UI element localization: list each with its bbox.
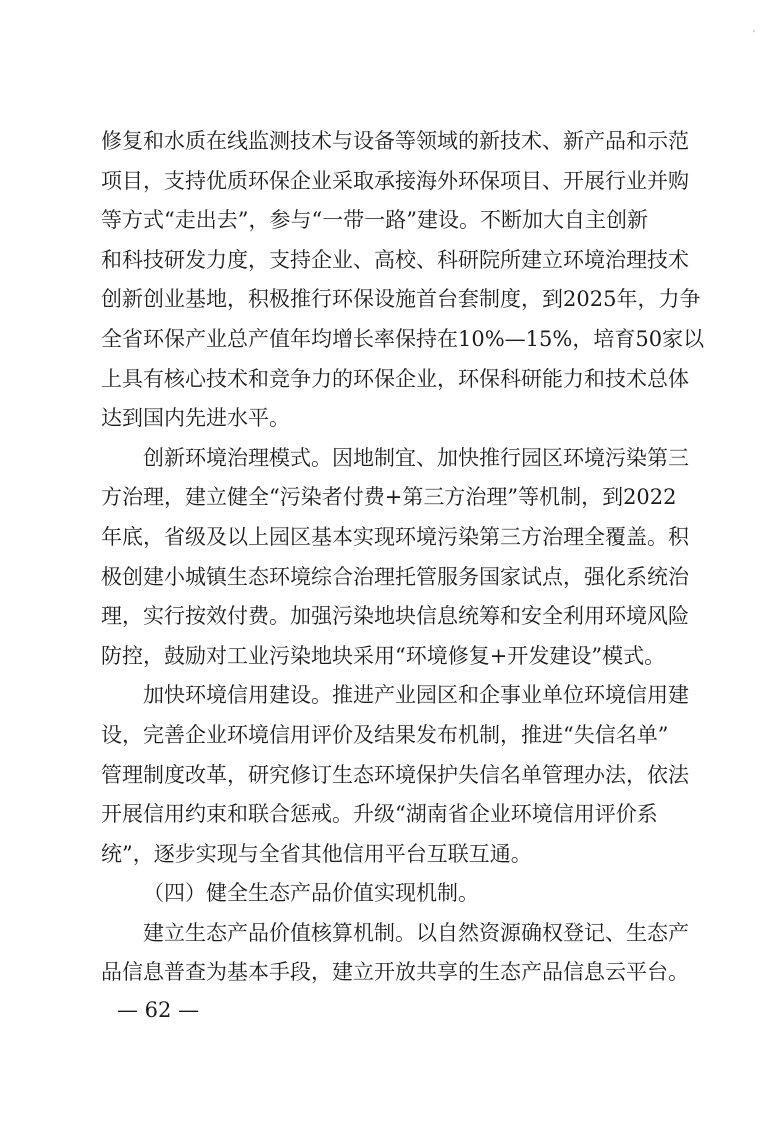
paragraph-start-line: 加快环境信用建设。推进产业园区和企事业单位环境信用建 [143, 683, 689, 708]
text-line: 统”，逐步实现与全省其他信用平台互联互通。 [101, 841, 532, 866]
text-line: 品信息普查为基本手段，建立开放共享的生态产品信息云平台。 [101, 960, 689, 985]
text-line: 达到国内先进水平。 [101, 406, 290, 431]
page-number: — 62 — [117, 998, 200, 1022]
text-line: 和科技研发力度，支持企业、高校、科研院所建立环境治理技术 [101, 247, 689, 272]
text-line: 项目，支持优质环保企业采取承接海外环保项目、开展行业并购 [101, 168, 689, 193]
text-line: 管理制度改革，研究修订生态环境保护失信名单管理办法，依法 [101, 762, 689, 787]
text-line: 设，完善企业环境信用评价及结果发布机制，推进“失信名单” [101, 722, 669, 747]
text-line: 上具有核心技术和竞争力的环保企业，环保科研能力和技术总体 [101, 366, 689, 391]
paragraph-start-line: 建立生态产品价值核算机制。以自然资源确权登记、生态产 [143, 920, 689, 945]
text-line: 开展信用约束和联合惩戒。升级“湖南省企业环境信用评价系 [101, 802, 658, 827]
text-line: 方治理，建立健全“污染者付费+第三方治理”等机制，到2022 [101, 485, 677, 510]
corner-mark: ʼ [752, 30, 755, 40]
text-line: 防控，鼓励对工业污染地块采用“环境修复+开发建设”模式。 [101, 643, 666, 668]
section-heading: （四）健全生态产品价值实现机制。 [143, 881, 479, 906]
text-line: 全省环保产业总产值年均增长率保持在10%—15%，培育50家以 [101, 326, 705, 351]
text-line: 等方式“走出去”，参与“一带一路”建设。不断加大自主创新 [101, 208, 648, 233]
text-line: 年底，省级及以上园区基本实现环境污染第三方治理全覆盖。积 [101, 524, 689, 549]
text-line: 创新创业基地，积极推行环保设施首台套制度，到2025年，力争 [101, 287, 701, 312]
paragraph-start-line: 创新环境治理模式。因地制宜、加快推行园区环境污染第三 [143, 445, 689, 470]
text-line: 理，实行按效付费。加强污染地块信息统筹和安全利用环境风险 [101, 604, 689, 629]
text-line: 修复和水质在线监测技术与设备等领域的新技术、新产品和示范 [101, 129, 689, 153]
text-line: 极创建小城镇生态环境综合治理托管服务国家试点，强化系统治 [101, 564, 689, 589]
body-text [101, 122, 705, 993]
